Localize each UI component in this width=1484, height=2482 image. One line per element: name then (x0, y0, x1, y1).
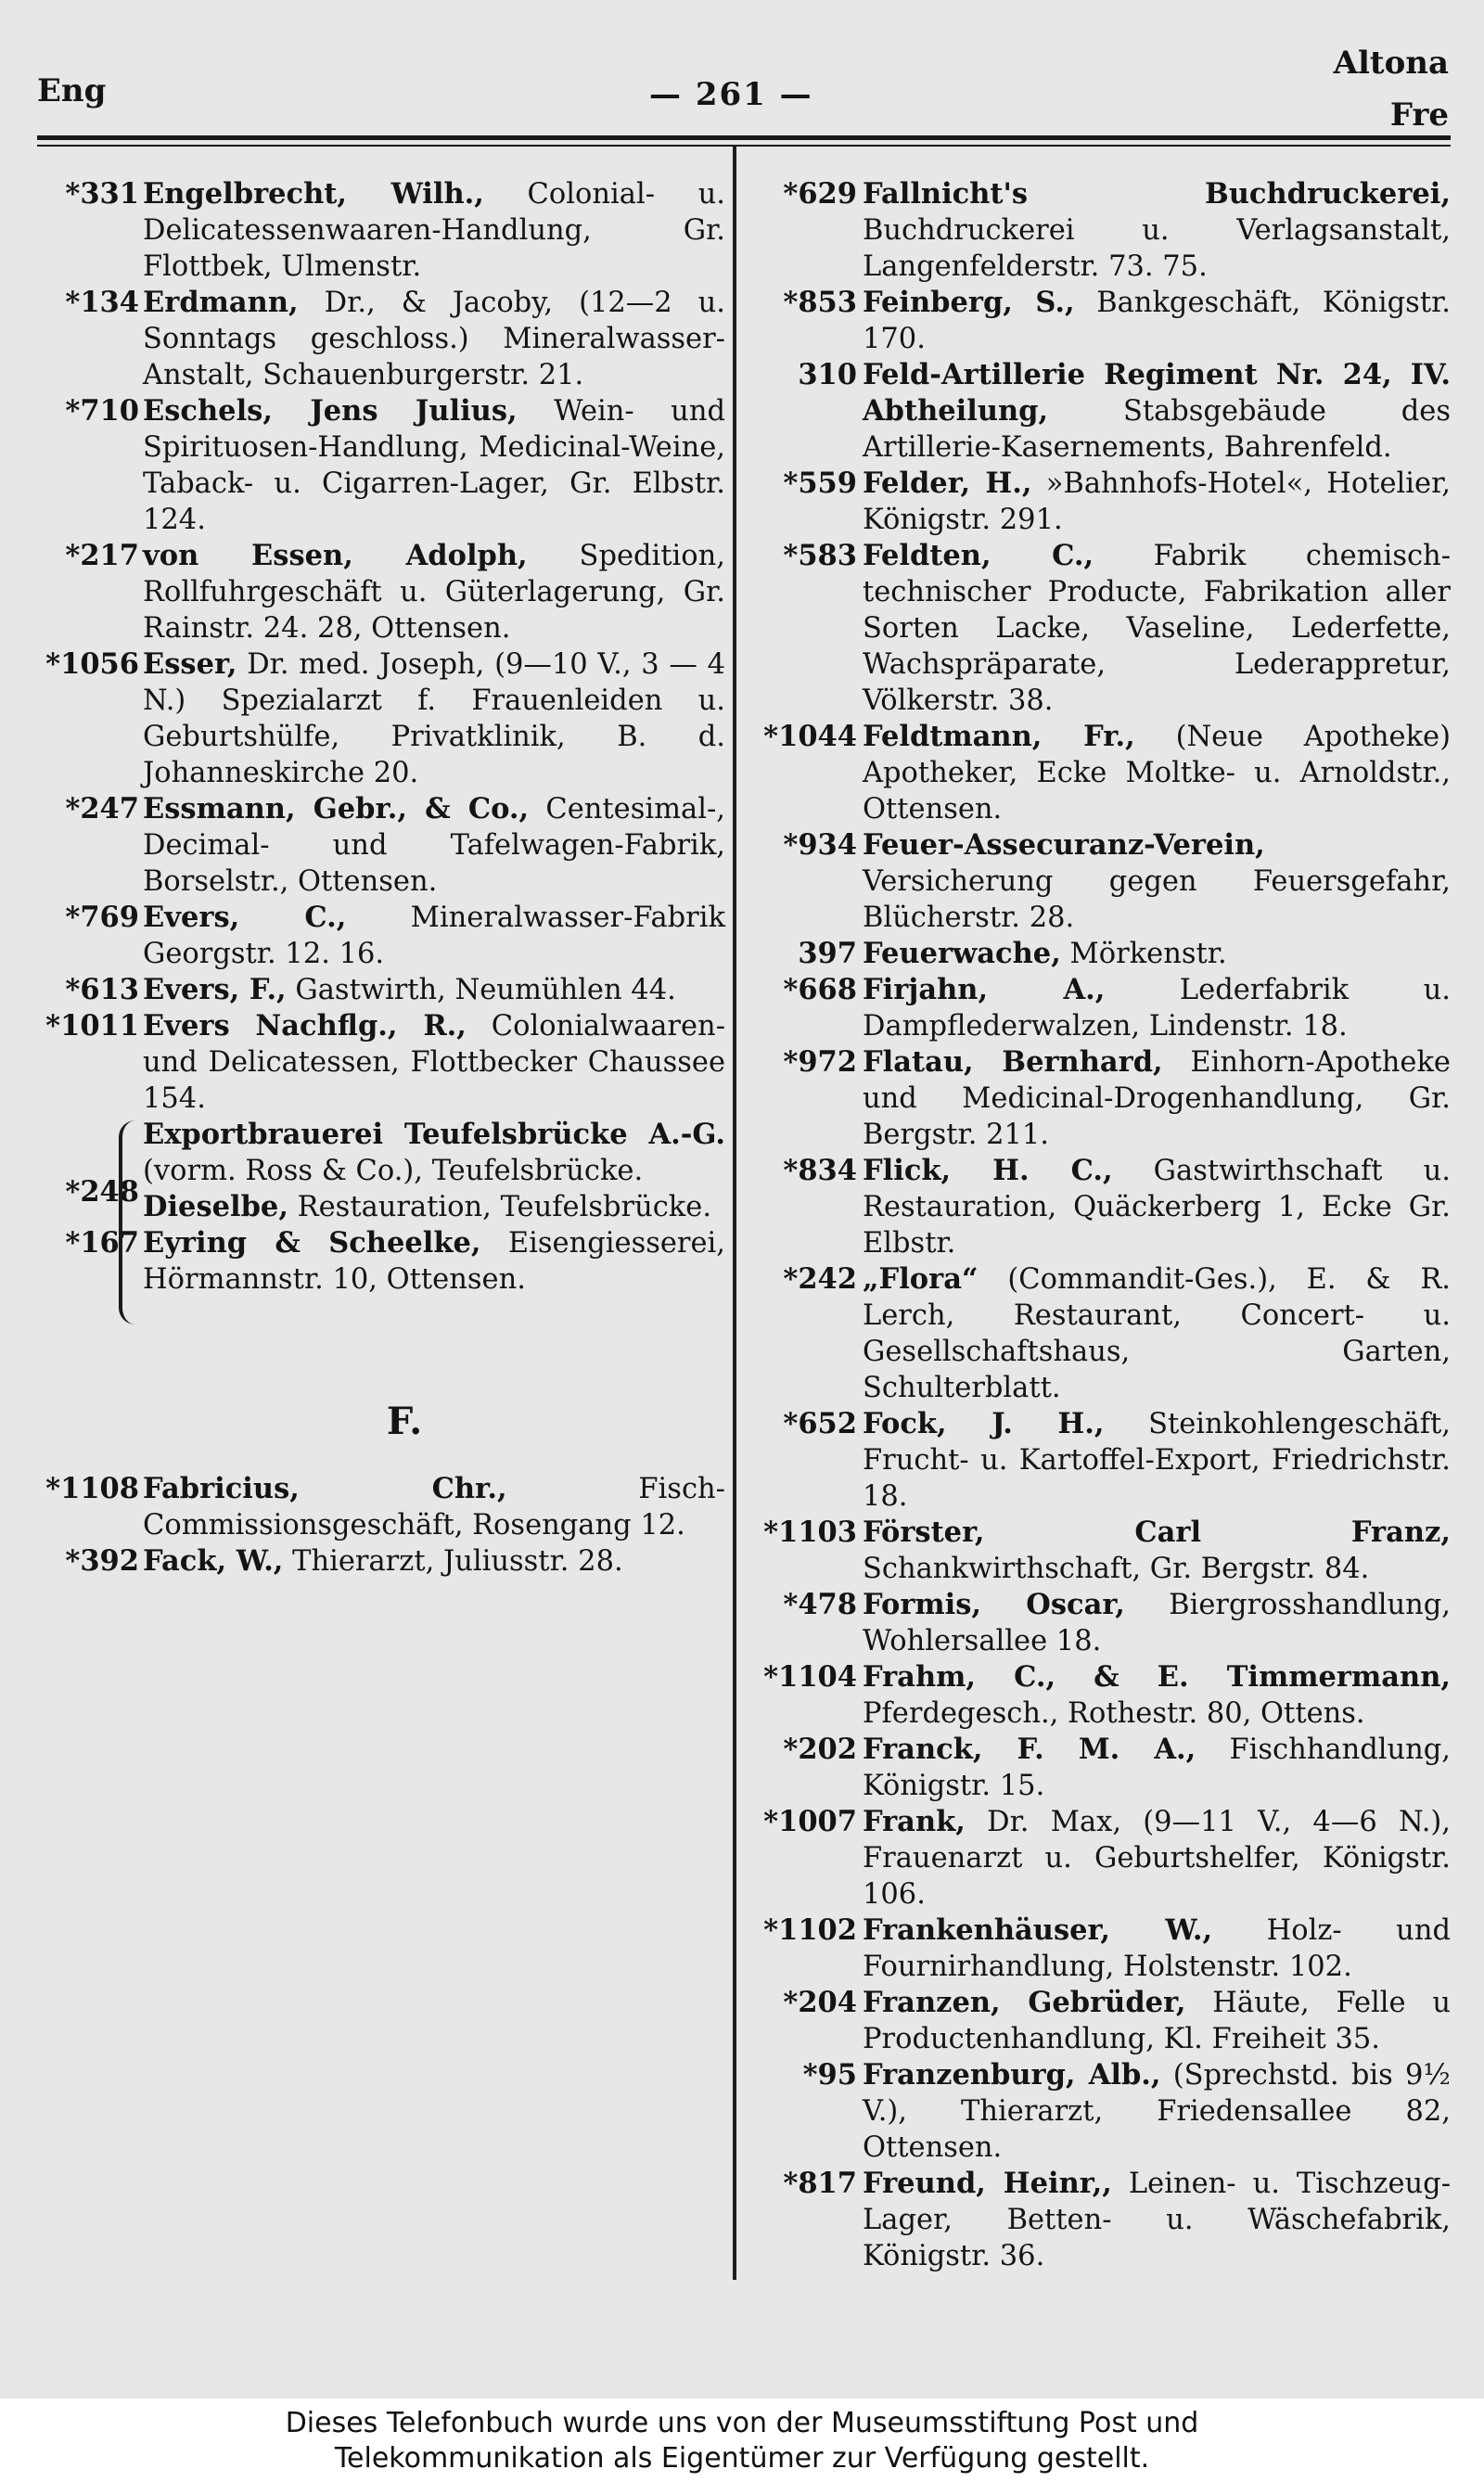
entry-details: Biergrosshandlung, Wohlersallee 18. (863, 1589, 1451, 1657)
entry-number: *613 (65, 973, 139, 1006)
entry-number: *331 (65, 177, 139, 211)
entry-number: *95 (802, 2058, 857, 2092)
entry-text (143, 972, 725, 1008)
directory-entry (748, 827, 1451, 936)
entry-number: *834 (783, 1154, 857, 1187)
entry-text (143, 1543, 725, 1580)
entry-name: Franck, F. M. A., (863, 1733, 1196, 1766)
entry-details: (Sprechstd. bis 9½ V.), Thierarzt, Friedensallee 82, Ottensen. (863, 2059, 1451, 2164)
entry-text (143, 1225, 725, 1298)
entry-details: (Commandit-Ges.), E. & R. Lerch, Restaurant, Concert- u. Gesellschaftshaus, Garten, Schulterblatt. (863, 1263, 1451, 1404)
directory-entry (748, 2166, 1451, 2274)
left-entry-list (28, 176, 725, 1117)
entry-name: Flick, H. C., (863, 1154, 1113, 1187)
entry-name: Eschels, Jens Julius, (143, 394, 518, 428)
entry-name: Dieselbe, (143, 1190, 288, 1223)
entry-text (863, 1732, 1451, 1804)
grouped-entry-text (143, 1189, 725, 1225)
entry-name: Feld-Artillerie Regiment Nr. 24, IV. Abtheilung, (863, 358, 1451, 428)
entry-text (863, 285, 1451, 357)
entry-text (863, 1659, 1451, 1732)
header-city: Altona (1333, 45, 1449, 82)
entry-name: Feldtmann, Fr., (863, 720, 1135, 753)
entry-details: Fisch-Commissionsgeschäft, Rosengang 12. (143, 1473, 725, 1542)
directory-entry (28, 900, 725, 972)
entry-text (863, 827, 1451, 936)
entry-number: *167 (65, 1226, 139, 1260)
entry-number: *652 (783, 1407, 857, 1440)
directory-entry (28, 538, 725, 646)
entry-number: *583 (783, 539, 857, 572)
directory-entry (748, 1261, 1451, 1406)
directory-entry (28, 285, 725, 393)
directory-entry (748, 936, 1451, 972)
entry-name: Fabricius, Chr., (143, 1472, 507, 1505)
page-number: — 261 — (649, 76, 813, 113)
directory-entry (748, 1985, 1451, 2057)
entry-text (143, 791, 725, 900)
entry-text (863, 357, 1451, 466)
footer-line-2: Telekommunikation als Eigentümer zur Verfügung gestellt. (334, 2442, 1150, 2475)
entry-details: (vorm. Ross & Co.), Teufelsbrücke. (143, 1155, 644, 1187)
entry-name: Firjahn, A., (863, 973, 1106, 1006)
entry-name: Evers, F., (143, 973, 287, 1006)
entry-number: *769 (65, 901, 139, 934)
entry-details: Fischhandlung, Königstr. 15. (863, 1734, 1451, 1802)
entry-details: Spedition, Rollfuhrgeschäft u. Güterlagerung, Gr. Rainstr. 24. 28, Ottensen. (143, 540, 726, 645)
entry-name: Frahm, C., & E. Timmermann, (863, 1660, 1451, 1694)
entry-name: Essmann, Gebr., & Co., (143, 792, 530, 825)
footer-notice (0, 2399, 1484, 2482)
entry-name: Feldten, C., (863, 539, 1094, 572)
directory-entry (748, 719, 1451, 827)
entry-details: Gastwirth, Neumühlen 44. (286, 974, 676, 1006)
entry-name: Esser, (143, 647, 237, 681)
directory-entry (748, 1804, 1451, 1913)
entry-name: Evers, C., (143, 901, 347, 934)
entry-details: Dr. Max, (9—11 V., 4—6 N.), Frauenarzt u. Geburtshelfer, Königstr. 106. (863, 1806, 1451, 1911)
entry-number: 310 (798, 358, 857, 391)
directory-entry (28, 176, 725, 285)
entry-number: *1007 (763, 1805, 857, 1838)
entry-number: *204 (783, 1986, 857, 2019)
entry-details: Pferdegesch., Rothestr. 80, Ottens. (863, 1697, 1365, 1730)
entry-details: Häute, Felle u Productenhandlung, Kl. Freiheit 35. (863, 1987, 1451, 2055)
entry-number: *1011 (45, 1009, 139, 1043)
entry-text (143, 393, 725, 538)
directory-entry (28, 1225, 725, 1298)
entry-name: „Flora“ (863, 1262, 979, 1296)
entry-text (863, 719, 1451, 827)
entry-text (143, 176, 725, 285)
entry-name: Erdmann, (143, 286, 299, 319)
entry-number: *1108 (45, 1472, 139, 1505)
entry-name: Felder, H., (863, 467, 1032, 500)
entry-number: *202 (783, 1733, 857, 1766)
entry-name: Franzen, Gebrüder, (863, 1986, 1186, 2019)
entry-name: Fack, W., (143, 1544, 284, 1578)
header-left-keyword: Eng (37, 72, 107, 109)
entry-text (863, 1261, 1451, 1406)
entry-details: Steinkohlengeschäft, Frucht- u. Kartoffel-Export, Friedrichstr. 18. (863, 1408, 1451, 1513)
entry-number: *629 (783, 177, 857, 211)
directory-entry (748, 1587, 1451, 1659)
left-entry-list-continued (28, 1225, 725, 1298)
entry-text (143, 900, 725, 972)
entry-number: *392 (65, 1544, 139, 1578)
directory-entry (28, 1008, 725, 1117)
entry-text (863, 1515, 1451, 1587)
entry-text (863, 538, 1451, 719)
entry-name: Förster, Carl Franz, (863, 1516, 1451, 1549)
entry-text (143, 538, 725, 646)
entry-name: Freund, Heinr,, (863, 2167, 1112, 2200)
entry-text (863, 936, 1451, 972)
entry-name: Frankenhäuser, W., (863, 1913, 1213, 1947)
directory-entry (748, 285, 1451, 357)
directory-entry (748, 176, 1451, 285)
entry-text (863, 466, 1451, 538)
entry-text (863, 2057, 1451, 2166)
entry-name: Feinberg, S., (863, 286, 1075, 319)
directory-entry (28, 646, 725, 791)
entry-text (143, 1008, 725, 1117)
entry-number: *1104 (763, 1660, 857, 1694)
entry-name: Fock, J. H., (863, 1407, 1105, 1440)
grouped-entry-text (143, 1117, 725, 1189)
entry-name: Flatau, Bernhard, (863, 1045, 1163, 1079)
entry-details: Schankwirthschaft, Gr. Bergstr. 84. (863, 1553, 1370, 1585)
entry-name: Eyring & Scheelke, (143, 1226, 481, 1260)
entry-name: Evers Nachflg., R., (143, 1009, 467, 1043)
directory-entry (748, 1044, 1451, 1153)
entry-name: Feuer-Assecuranz-Verein, (863, 828, 1265, 862)
directory-entry (748, 972, 1451, 1044)
entry-text (863, 1913, 1451, 1985)
right-column (748, 176, 1451, 2274)
entry-details: (Neue Apotheke) Apotheker, Ecke Moltke- u. Arnoldstr., Ottensen. (863, 721, 1452, 825)
entry-number: *247 (65, 792, 139, 825)
entry-text (143, 285, 725, 393)
entry-text (863, 1587, 1451, 1659)
entry-number: *478 (783, 1588, 857, 1621)
section-letter-heading: F. (386, 1400, 423, 1443)
entry-number: *668 (783, 973, 857, 1006)
directory-entry (748, 1732, 1451, 1804)
entry-number: *710 (65, 394, 139, 428)
entry-text (863, 1153, 1451, 1261)
entry-number: *1103 (763, 1516, 857, 1549)
entry-name: von Essen, Adolph, (143, 539, 528, 572)
entry-details: Stabsgebäude des Artillerie-Kasernements, Bahrenfeld. (863, 395, 1451, 464)
entry-details: Lederfabrik u. Dampflederwalzen, Lindenstr. 18. (863, 974, 1451, 1043)
entry-text (863, 1985, 1451, 2057)
entry-number: *248 (65, 1175, 139, 1209)
entry-text (143, 646, 725, 791)
entry-text (143, 1471, 725, 1543)
entry-details: Thierarzt, Juliusstr. 28. (283, 1545, 623, 1578)
grouped-entry (28, 1117, 725, 1225)
directory-entry (748, 466, 1451, 538)
entry-text (863, 1406, 1451, 1515)
entry-text (863, 972, 1451, 1044)
entry-details: Versicherung gegen Feuersgefahr, Blücherstr. 28. (863, 865, 1451, 934)
directory-entry (28, 1543, 725, 1580)
header-rule-thick (37, 135, 1451, 140)
entry-number: *559 (783, 467, 857, 500)
header-rule-thin (37, 145, 1451, 147)
entry-name: Formis, Oscar, (863, 1588, 1125, 1621)
entry-text (863, 1044, 1451, 1153)
directory-entry (748, 2057, 1451, 2166)
entry-details: Colonialwaaren- und Delicatessen, Flottbecker Chaussee 154. (143, 1010, 725, 1115)
entry-number: *217 (65, 539, 139, 572)
entry-details: Mörkenstr. (1060, 938, 1227, 970)
directory-entry (748, 1153, 1451, 1261)
entry-name: Engelbrecht, Wilh., (143, 177, 484, 211)
entry-details: Dr. med. Joseph, (9—10 V., 3 — 4 N.) Spezialarzt f. Frauenleiden u. Geburtshülfe, Privatklinik, B. d. Johanneskirche 20. (143, 648, 725, 789)
entry-number: *934 (783, 828, 857, 862)
entry-name: Franzenburg, Alb., (863, 2058, 1161, 2092)
directory-entry (748, 357, 1451, 466)
directory-entry (748, 1406, 1451, 1515)
entry-details: Eisengiesserei, Hörmannstr. 10, Ottensen. (143, 1227, 725, 1296)
entry-number: *817 (783, 2167, 857, 2200)
directory-entry (748, 1515, 1451, 1587)
left-column (28, 176, 725, 1580)
directory-entry (748, 1659, 1451, 1732)
entry-details: Fabrik chemisch-technischer Producte, Fabrikation aller Sorten Lacke, Vaseline, Lederfette, Wachspräparate, Lederappretur, Völkerstr. 38. (863, 540, 1451, 717)
header-right-keyword: Fre (1389, 96, 1449, 134)
footer-line-1: Dieses Telefonbuch wurde uns von der Museumsstiftung Post und (285, 2407, 1199, 2439)
directory-entry (28, 1471, 725, 1543)
entry-details: Mineralwasser-Fabrik Georgstr. 12. 16. (143, 902, 725, 970)
entry-number: *242 (783, 1262, 857, 1296)
entry-number: *1044 (763, 720, 857, 753)
entry-text (863, 1804, 1451, 1913)
entry-name: Exportbrauerei Teufelsbrücke A.-G. (143, 1118, 725, 1151)
left-f-entry-list (28, 1471, 725, 1580)
entry-details: Dr., & Jacoby, (12—2 u. Sonntags geschloss.) Mineralwasser-Anstalt, Schauenburgerstr. 21. (143, 287, 725, 391)
entry-details: Buchdruckerei u. Verlagsanstalt, Langenfelderstr. 73. 75. (863, 214, 1451, 283)
entry-number: *1102 (763, 1913, 857, 1947)
entry-details: Centesimal-, Decimal- und Tafelwagen-Fabrik, Borselstr., Ottensen. (143, 793, 725, 898)
header-right (1334, 37, 1449, 141)
entry-number: *972 (783, 1045, 857, 1079)
entry-text (863, 176, 1451, 285)
entry-details: Gastwirthschaft u. Restauration, Quäckerberg 1, Ecke Gr. Elbstr. (863, 1155, 1451, 1260)
column-divider (733, 147, 736, 2280)
entry-name: Frank, (863, 1805, 966, 1838)
entry-number: *853 (783, 286, 857, 319)
directory-entry (748, 1913, 1451, 1985)
entry-number: *134 (65, 286, 139, 319)
right-entry-list (748, 176, 1451, 2274)
entry-name: Feuerwache, (863, 937, 1061, 970)
directory-entry (28, 393, 725, 538)
entry-details: Restauration, Teufelsbrücke. (288, 1191, 712, 1223)
entry-details: Holz- und Fournirhandlung, Holstenstr. 102. (863, 1914, 1451, 1983)
entry-number: *1056 (45, 647, 139, 681)
entry-text (863, 2166, 1451, 2274)
entry-details: Bankgeschäft, Königstr. 170. (863, 287, 1451, 355)
entry-details: Leinen- u. Tischzeug-Lager, Betten- u. Wäschefabrik, Königstr. 36. (863, 2168, 1451, 2272)
entry-number: 397 (798, 937, 857, 970)
directory-entry (28, 791, 725, 900)
directory-entry (748, 538, 1451, 719)
entry-details: Einhorn-Apotheke und Medicinal-Drogenhandlung, Gr. Bergstr. 211. (863, 1046, 1451, 1151)
directory-entry (28, 972, 725, 1008)
entry-details: Colonial- u. Delicatessenwaaren-Handlung, Gr. Flottbek, Ulmenstr. (143, 178, 726, 283)
entry-name: Fallnicht's Buchdruckerei, (863, 177, 1451, 211)
entry-details: Wein- und Spirituosen-Handlung, Medicinal-Weine, Taback- u. Cigarren-Lager, Gr. Elbstr. 124. (143, 395, 725, 536)
entry-details: »Bahnhofs-Hotel«, Hotelier, Königstr. 291. (863, 467, 1451, 536)
